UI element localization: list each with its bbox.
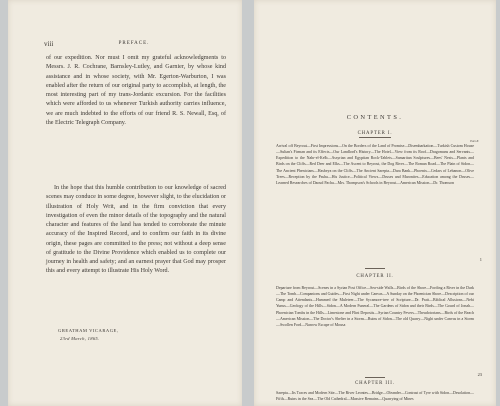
running-head bbox=[44, 40, 224, 50]
chapter-1-page-number: 1 bbox=[479, 257, 482, 262]
running-head-title: PREFACE. bbox=[118, 41, 150, 46]
signoff bbox=[58, 327, 118, 343]
preface-page bbox=[8, 0, 242, 406]
chapter-3-heading: CHAPTER III. bbox=[355, 381, 395, 386]
signoff-date: 23rd March, 1865. bbox=[60, 336, 100, 341]
contents-title: CONTENTS. bbox=[346, 114, 404, 121]
preface-paragraph-2 bbox=[46, 184, 226, 277]
divider-rule bbox=[365, 377, 385, 378]
chapter-2-summary: Departure from Beyrout—Scenes in a Syrian Post Office—Sea-side Walls—Birds of the Shore—Fording a River in the Dark—The Tomb—Companions and Guides—First Night under Canvas—A Sunday on the Phoenician Shore—Description of our Camp and Attendants—Hammed the Muleteer—The Sycamore-tree of Scripture—Dr. Pratt—Biblical Allusions—Nebi Yunus—Geology of the Hills—Sidon—A Modern Funeral—The Gardens of Sidon and their Birds—The Gourd of Jonah—Phoenician Tombs in the Hills—Limestone and Flint Deposits—Syrian Country Fevers—Theudotorians—Birds of the Beach—American Mission—The Doctor's Shelter in a Storm—Ruins of Sidon—The old Quarry—Night under Canvas in a Storm—Swollen Ford—Narrow Escape of Mousa bbox=[276, 285, 474, 327]
preface-paragraph-1-text: of our expedition. Nor must I omit my grateful acknowledgments to Messrs. J. R. Cochrane, Barnsley-Lutley, and Garnier, by whose kind assistance and in whose society, with Mr. Egerton-Warburton, I was enabled after the return of our original party to accomplish, at length, the most interesting part of my trans-Jordanic excursion. For the facilities which were afforded to us whenever Turkish authority carries influence, we are much indebted to the efforts of our friend R. S. Newall, Esq, of the Electric Telegraph Company. bbox=[46, 55, 226, 126]
contents-page bbox=[254, 0, 496, 406]
page-column-label: PAGE bbox=[470, 140, 479, 143]
chapter-2-heading: CHAPTER II. bbox=[356, 274, 394, 279]
chapter-3-summary: Sarepta—Its Traces and Modern Site—The River Leontes—Bridge—Oleander—Contrast of Tyre with Sidon—Desolation—Fifth—Ruins in the Sea—The Old Cathedral—Massive Remains—Quarrying of Mines bbox=[276, 390, 474, 402]
chapter-1-heading: CHAPTER I. bbox=[357, 131, 393, 136]
chapter-1-summary: Arrival off Beyrout—First Impressions—On the Borders of the Land of Promise—Disembarkation—Turkish Custom House—Sultan's Firman and its Effects—Our Landlord's History—The Hotel—View from its Roof—Dragomans and Servants—Expedition to the Nahr-el-Kelb—Assyrian and Egyptian Rock-Tablets—Samaritan Sculptures—Bees' Nests—Plants and Birds on the Cliffs—Red Deer and Elks—The Ascent to Beyrout, the Dog River—The Roman Road—The Plain of Sidon—The Ancient Phenicians—Hasbeya on the Cliffs—The Ancient Sarepta—Dara Bank—Phoenix—Cedars of Lebanon—Olive Trees—Reception by the Pasha—His Justice—Political Views—Druses and Maronites—Education among the Druses—Learned Researches of Daoud Pacha—Mrs. Thompson's Schools in Beyrout—American Mission—Dr. Thomson bbox=[276, 143, 474, 185]
chapter-2-page-number: 23 bbox=[477, 372, 482, 377]
page-folio: viii bbox=[44, 40, 54, 48]
preface-paragraph-1 bbox=[46, 54, 226, 128]
divider-rule bbox=[359, 137, 391, 138]
preface-paragraph-2-text: In the hope that this humble contribution to our knowledge of sacred scenes may conduce in some degree, however slight, to the elucidation or illustration of Holy Writ, and in the firm conviction that every investigation of even the minor details of the topography and the natural character and features of the land has tended to corroborate the minute accuracy of the Inspired Record, and to confirm our faith in its divine origin, these pages are committed to the press; not without a deep sense of gratitude to the Divine Providence which enabled us to complete our journey in health and safety; and an earnest prayer that God may prosper this and every attempt to illustrate His Holy Word. bbox=[46, 185, 226, 275]
divider-rule bbox=[365, 268, 385, 269]
signoff-place: GREATHAM VICARAGE, bbox=[58, 328, 119, 333]
